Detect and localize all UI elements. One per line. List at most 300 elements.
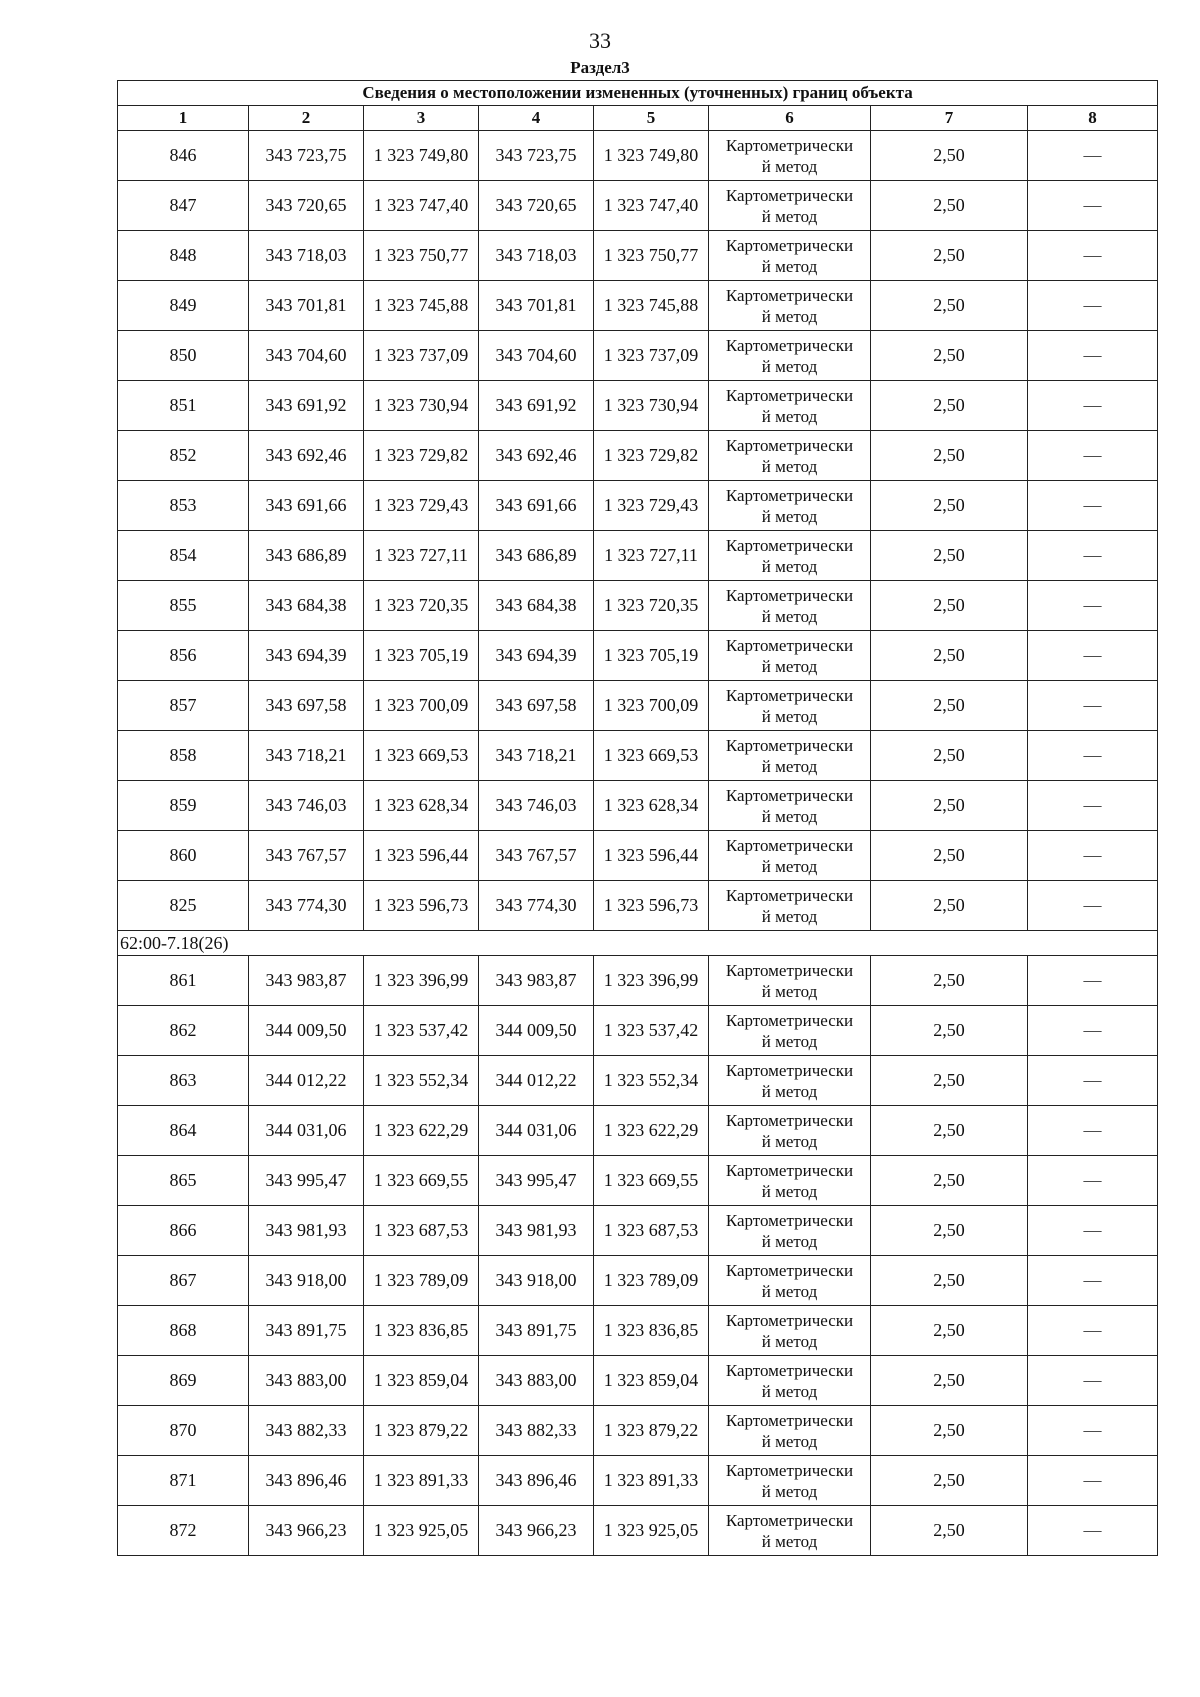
description-cell: — xyxy=(1028,731,1158,781)
x-new-cell: 343 718,03 xyxy=(479,231,594,281)
method-line: Картометрически xyxy=(725,185,854,205)
y-new-cell: 1 323 700,09 xyxy=(594,681,709,731)
x-new-cell: 343 891,75 xyxy=(479,1306,594,1356)
x-new-cell: 343 718,21 xyxy=(479,731,594,781)
point-number-cell: 855 xyxy=(118,581,249,631)
y-new-cell: 1 323 859,04 xyxy=(594,1356,709,1406)
table-row xyxy=(118,881,1158,931)
table-body xyxy=(118,131,1158,1556)
column-number-row xyxy=(118,106,1158,131)
method-cell xyxy=(709,331,871,381)
description-cell: — xyxy=(1028,131,1158,181)
method-line: Картометрически xyxy=(725,960,854,980)
point-number-cell: 858 xyxy=(118,731,249,781)
x-new-cell: 344 009,50 xyxy=(479,1006,594,1056)
table-row xyxy=(118,781,1158,831)
x-existing-cell: 343 883,00 xyxy=(249,1356,364,1406)
method-line: Картометрически xyxy=(725,235,854,255)
description-cell: — xyxy=(1028,1156,1158,1206)
method-line: й метод xyxy=(761,1281,818,1301)
column-number: 1 xyxy=(118,106,249,131)
description-cell: — xyxy=(1028,831,1158,881)
x-new-cell: 343 746,03 xyxy=(479,781,594,831)
method-line: Картометрически xyxy=(725,385,854,405)
x-existing-cell: 343 691,92 xyxy=(249,381,364,431)
x-new-cell: 343 981,93 xyxy=(479,1206,594,1256)
point-number-cell: 849 xyxy=(118,281,249,331)
x-existing-cell: 343 918,00 xyxy=(249,1256,364,1306)
accuracy-cell: 2,50 xyxy=(871,581,1028,631)
method-line: Картометрически xyxy=(725,685,854,705)
method-line: Картометрически xyxy=(725,1110,854,1130)
method-line: Картометрически xyxy=(725,585,854,605)
method-line: й метод xyxy=(761,856,818,876)
x-existing-cell: 343 891,75 xyxy=(249,1306,364,1356)
y-new-cell: 1 323 789,09 xyxy=(594,1256,709,1306)
x-new-cell: 343 882,33 xyxy=(479,1406,594,1456)
accuracy-cell: 2,50 xyxy=(871,956,1028,1006)
method-line: Картометрически xyxy=(725,285,854,305)
method-cell xyxy=(709,881,871,931)
method-line: Картометрически xyxy=(725,885,854,905)
point-number-cell: 869 xyxy=(118,1356,249,1406)
accuracy-cell: 2,50 xyxy=(871,381,1028,431)
accuracy-cell: 2,50 xyxy=(871,1156,1028,1206)
y-new-cell: 1 323 737,09 xyxy=(594,331,709,381)
y-new-cell: 1 323 836,85 xyxy=(594,1306,709,1356)
y-existing-cell: 1 323 925,05 xyxy=(364,1506,479,1556)
x-existing-cell: 343 686,89 xyxy=(249,531,364,581)
table-row xyxy=(118,281,1158,331)
y-new-cell: 1 323 879,22 xyxy=(594,1406,709,1456)
description-cell: — xyxy=(1028,781,1158,831)
method-cell xyxy=(709,731,871,781)
description-cell: — xyxy=(1028,581,1158,631)
method-line: Картометрически xyxy=(725,635,854,655)
group-label: 62:00-7.18(26) xyxy=(118,931,1158,956)
point-number-cell: 860 xyxy=(118,831,249,881)
page-number: 33 xyxy=(589,28,611,53)
y-new-cell: 1 323 720,35 xyxy=(594,581,709,631)
method-cell xyxy=(709,1406,871,1456)
x-existing-cell: 343 966,23 xyxy=(249,1506,364,1556)
y-existing-cell: 1 323 669,53 xyxy=(364,731,479,781)
method-cell xyxy=(709,631,871,681)
column-number: 7 xyxy=(871,106,1028,131)
x-existing-cell: 343 720,65 xyxy=(249,181,364,231)
y-existing-cell: 1 323 879,22 xyxy=(364,1406,479,1456)
method-line: й метод xyxy=(761,756,818,776)
accuracy-cell: 2,50 xyxy=(871,331,1028,381)
x-new-cell: 344 012,22 xyxy=(479,1056,594,1106)
x-existing-cell: 343 981,93 xyxy=(249,1206,364,1256)
description-cell: — xyxy=(1028,431,1158,481)
point-number-cell: 863 xyxy=(118,1056,249,1106)
point-number-cell: 868 xyxy=(118,1306,249,1356)
method-line: й метод xyxy=(761,406,818,426)
x-existing-cell: 343 692,46 xyxy=(249,431,364,481)
column-number: 8 xyxy=(1028,106,1158,131)
table-row xyxy=(118,1356,1158,1406)
accuracy-cell: 2,50 xyxy=(871,1006,1028,1056)
description-cell: — xyxy=(1028,1006,1158,1056)
accuracy-cell: 2,50 xyxy=(871,481,1028,531)
description-cell: — xyxy=(1028,531,1158,581)
x-existing-cell: 343 701,81 xyxy=(249,281,364,331)
method-line: й метод xyxy=(761,306,818,326)
table-row xyxy=(118,1506,1158,1556)
y-new-cell: 1 323 727,11 xyxy=(594,531,709,581)
method-line: й метод xyxy=(761,1531,818,1551)
table-row xyxy=(118,1456,1158,1506)
x-existing-cell: 344 009,50 xyxy=(249,1006,364,1056)
point-number-cell: 825 xyxy=(118,881,249,931)
method-cell xyxy=(709,231,871,281)
point-number-cell: 853 xyxy=(118,481,249,531)
method-line: Картометрически xyxy=(725,1260,854,1280)
table-row xyxy=(118,581,1158,631)
y-new-cell: 1 323 669,53 xyxy=(594,731,709,781)
x-existing-cell: 343 995,47 xyxy=(249,1156,364,1206)
point-number-cell: 851 xyxy=(118,381,249,431)
accuracy-cell: 2,50 xyxy=(871,1056,1028,1106)
method-cell xyxy=(709,1456,871,1506)
point-number-cell: 857 xyxy=(118,681,249,731)
y-existing-cell: 1 323 669,55 xyxy=(364,1156,479,1206)
x-new-cell: 343 701,81 xyxy=(479,281,594,331)
table-row xyxy=(118,1406,1158,1456)
x-new-cell: 343 767,57 xyxy=(479,831,594,881)
method-line: й метод xyxy=(761,706,818,726)
method-line: й метод xyxy=(761,1081,818,1101)
method-line: Картометрически xyxy=(725,1210,854,1230)
accuracy-cell: 2,50 xyxy=(871,231,1028,281)
method-line: й метод xyxy=(761,1331,818,1351)
method-line: Картометрически xyxy=(725,485,854,505)
y-existing-cell: 1 323 745,88 xyxy=(364,281,479,331)
x-existing-cell: 343 691,66 xyxy=(249,481,364,531)
description-cell: — xyxy=(1028,181,1158,231)
x-existing-cell: 343 896,46 xyxy=(249,1456,364,1506)
y-existing-cell: 1 323 729,82 xyxy=(364,431,479,481)
accuracy-cell: 2,50 xyxy=(871,431,1028,481)
table-caption: Сведения о местоположении измененных (уточненных) границ объекта xyxy=(118,81,1158,106)
method-cell xyxy=(709,1006,871,1056)
y-new-cell: 1 323 745,88 xyxy=(594,281,709,331)
method-line: й метод xyxy=(761,1031,818,1051)
description-cell: — xyxy=(1028,331,1158,381)
x-new-cell: 343 691,92 xyxy=(479,381,594,431)
method-line: Картометрически xyxy=(725,535,854,555)
y-existing-cell: 1 323 628,34 xyxy=(364,781,479,831)
y-existing-cell: 1 323 747,40 xyxy=(364,181,479,231)
method-cell xyxy=(709,1256,871,1306)
y-new-cell: 1 323 749,80 xyxy=(594,131,709,181)
accuracy-cell: 2,50 xyxy=(871,1356,1028,1406)
x-new-cell: 343 896,46 xyxy=(479,1456,594,1506)
table-row xyxy=(118,1156,1158,1206)
table-row xyxy=(118,1206,1158,1256)
accuracy-cell: 2,50 xyxy=(871,881,1028,931)
y-new-cell: 1 323 891,33 xyxy=(594,1456,709,1506)
y-new-cell: 1 323 705,19 xyxy=(594,631,709,681)
method-cell xyxy=(709,1156,871,1206)
x-new-cell: 343 995,47 xyxy=(479,1156,594,1206)
description-cell: — xyxy=(1028,1456,1158,1506)
description-cell: — xyxy=(1028,381,1158,431)
column-number: 4 xyxy=(479,106,594,131)
x-existing-cell: 343 684,38 xyxy=(249,581,364,631)
point-number-cell: 848 xyxy=(118,231,249,281)
y-existing-cell: 1 323 700,09 xyxy=(364,681,479,731)
accuracy-cell: 2,50 xyxy=(871,1506,1028,1556)
boundary-table xyxy=(117,80,1158,1556)
table-row xyxy=(118,1306,1158,1356)
y-new-cell: 1 323 729,43 xyxy=(594,481,709,531)
y-existing-cell: 1 323 596,44 xyxy=(364,831,479,881)
table-row xyxy=(118,831,1158,881)
x-new-cell: 343 694,39 xyxy=(479,631,594,681)
x-new-cell: 343 720,65 xyxy=(479,181,594,231)
method-line: Картометрически xyxy=(725,785,854,805)
method-line: Картометрически xyxy=(725,1160,854,1180)
method-cell xyxy=(709,181,871,231)
method-cell xyxy=(709,281,871,331)
group-row xyxy=(118,931,1158,956)
y-existing-cell: 1 323 720,35 xyxy=(364,581,479,631)
accuracy-cell: 2,50 xyxy=(871,1206,1028,1256)
method-line: й метод xyxy=(761,1181,818,1201)
y-existing-cell: 1 323 552,34 xyxy=(364,1056,479,1106)
method-line: Картометрически xyxy=(725,835,854,855)
method-line: й метод xyxy=(761,906,818,926)
description-cell: — xyxy=(1028,1306,1158,1356)
point-number-cell: 862 xyxy=(118,1006,249,1056)
description-cell: — xyxy=(1028,281,1158,331)
y-existing-cell: 1 323 859,04 xyxy=(364,1356,479,1406)
description-cell: — xyxy=(1028,1356,1158,1406)
y-new-cell: 1 323 750,77 xyxy=(594,231,709,281)
column-number: 2 xyxy=(249,106,364,131)
table-row xyxy=(118,481,1158,531)
accuracy-cell: 2,50 xyxy=(871,831,1028,881)
description-cell: — xyxy=(1028,881,1158,931)
method-line: й метод xyxy=(761,356,818,376)
method-cell xyxy=(709,681,871,731)
accuracy-cell: 2,50 xyxy=(871,731,1028,781)
accuracy-cell: 2,50 xyxy=(871,631,1028,681)
table-row xyxy=(118,231,1158,281)
accuracy-cell: 2,50 xyxy=(871,281,1028,331)
y-existing-cell: 1 323 729,43 xyxy=(364,481,479,531)
x-new-cell: 343 966,23 xyxy=(479,1506,594,1556)
description-cell: — xyxy=(1028,1106,1158,1156)
method-line: й метод xyxy=(761,206,818,226)
description-cell: — xyxy=(1028,1406,1158,1456)
method-cell xyxy=(709,956,871,1006)
accuracy-cell: 2,50 xyxy=(871,1456,1028,1506)
method-line: й метод xyxy=(761,1131,818,1151)
section-title: Раздел3 xyxy=(570,58,630,77)
method-line: й метод xyxy=(761,156,818,176)
method-line: й метод xyxy=(761,1231,818,1251)
point-number-cell: 856 xyxy=(118,631,249,681)
point-number-cell: 872 xyxy=(118,1506,249,1556)
y-existing-cell: 1 323 537,42 xyxy=(364,1006,479,1056)
accuracy-cell: 2,50 xyxy=(871,1256,1028,1306)
method-cell xyxy=(709,381,871,431)
point-number-cell: 866 xyxy=(118,1206,249,1256)
point-number-cell: 865 xyxy=(118,1156,249,1206)
y-new-cell: 1 323 628,34 xyxy=(594,781,709,831)
y-new-cell: 1 323 596,44 xyxy=(594,831,709,881)
method-line: Картометрически xyxy=(725,1410,854,1430)
y-existing-cell: 1 323 622,29 xyxy=(364,1106,479,1156)
point-number-cell: 864 xyxy=(118,1106,249,1156)
x-existing-cell: 343 983,87 xyxy=(249,956,364,1006)
description-cell: — xyxy=(1028,681,1158,731)
x-existing-cell: 343 704,60 xyxy=(249,331,364,381)
method-cell xyxy=(709,131,871,181)
y-new-cell: 1 323 596,73 xyxy=(594,881,709,931)
column-number: 3 xyxy=(364,106,479,131)
point-number-cell: 852 xyxy=(118,431,249,481)
method-line: Картометрически xyxy=(725,1060,854,1080)
y-new-cell: 1 323 729,82 xyxy=(594,431,709,481)
column-number: 5 xyxy=(594,106,709,131)
x-new-cell: 343 686,89 xyxy=(479,531,594,581)
table-row xyxy=(118,531,1158,581)
y-existing-cell: 1 323 727,11 xyxy=(364,531,479,581)
method-line: й метод xyxy=(761,981,818,1001)
method-line: й метод xyxy=(761,256,818,276)
description-cell: — xyxy=(1028,631,1158,681)
method-cell xyxy=(709,1306,871,1356)
table-head xyxy=(118,81,1158,131)
description-cell: — xyxy=(1028,231,1158,281)
point-number-cell: 859 xyxy=(118,781,249,831)
accuracy-cell: 2,50 xyxy=(871,781,1028,831)
x-existing-cell: 343 718,21 xyxy=(249,731,364,781)
x-existing-cell: 343 746,03 xyxy=(249,781,364,831)
x-existing-cell: 343 774,30 xyxy=(249,881,364,931)
y-new-cell: 1 323 687,53 xyxy=(594,1206,709,1256)
method-line: Картометрически xyxy=(725,1460,854,1480)
x-new-cell: 343 918,00 xyxy=(479,1256,594,1306)
point-number-cell: 850 xyxy=(118,331,249,381)
table-row xyxy=(118,956,1158,1006)
accuracy-cell: 2,50 xyxy=(871,531,1028,581)
accuracy-cell: 2,50 xyxy=(871,1106,1028,1156)
method-line: Картометрически xyxy=(725,435,854,455)
x-existing-cell: 343 882,33 xyxy=(249,1406,364,1456)
table-row xyxy=(118,1006,1158,1056)
y-new-cell: 1 323 622,29 xyxy=(594,1106,709,1156)
x-existing-cell: 343 767,57 xyxy=(249,831,364,881)
table-row xyxy=(118,131,1158,181)
x-new-cell: 344 031,06 xyxy=(479,1106,594,1156)
y-existing-cell: 1 323 749,80 xyxy=(364,131,479,181)
method-cell xyxy=(709,1506,871,1556)
y-existing-cell: 1 323 836,85 xyxy=(364,1306,479,1356)
table-row xyxy=(118,731,1158,781)
y-existing-cell: 1 323 730,94 xyxy=(364,381,479,431)
y-new-cell: 1 323 537,42 xyxy=(594,1006,709,1056)
y-existing-cell: 1 323 789,09 xyxy=(364,1256,479,1306)
method-line: Картометрически xyxy=(725,735,854,755)
table-row xyxy=(118,1256,1158,1306)
x-new-cell: 343 684,38 xyxy=(479,581,594,631)
table-row xyxy=(118,1056,1158,1106)
description-cell: — xyxy=(1028,956,1158,1006)
accuracy-cell: 2,50 xyxy=(871,181,1028,231)
method-line: Картометрически xyxy=(725,1010,854,1030)
y-existing-cell: 1 323 891,33 xyxy=(364,1456,479,1506)
y-existing-cell: 1 323 705,19 xyxy=(364,631,479,681)
y-existing-cell: 1 323 737,09 xyxy=(364,331,479,381)
x-new-cell: 343 697,58 xyxy=(479,681,594,731)
method-line: й метод xyxy=(761,1381,818,1401)
point-number-cell: 846 xyxy=(118,131,249,181)
table-row xyxy=(118,631,1158,681)
method-line: й метод xyxy=(761,606,818,626)
y-existing-cell: 1 323 596,73 xyxy=(364,881,479,931)
x-new-cell: 343 774,30 xyxy=(479,881,594,931)
table-row xyxy=(118,1106,1158,1156)
method-line: Картометрически xyxy=(725,1310,854,1330)
accuracy-cell: 2,50 xyxy=(871,1406,1028,1456)
point-number-cell: 854 xyxy=(118,531,249,581)
method-cell xyxy=(709,531,871,581)
point-number-cell: 847 xyxy=(118,181,249,231)
x-existing-cell: 344 012,22 xyxy=(249,1056,364,1106)
description-cell: — xyxy=(1028,1256,1158,1306)
method-cell xyxy=(709,781,871,831)
x-new-cell: 343 723,75 xyxy=(479,131,594,181)
accuracy-cell: 2,50 xyxy=(871,1306,1028,1356)
y-new-cell: 1 323 396,99 xyxy=(594,956,709,1006)
x-new-cell: 343 983,87 xyxy=(479,956,594,1006)
method-cell xyxy=(709,1356,871,1406)
y-new-cell: 1 323 669,55 xyxy=(594,1156,709,1206)
method-cell xyxy=(709,581,871,631)
table-row xyxy=(118,681,1158,731)
method-cell xyxy=(709,831,871,881)
method-cell xyxy=(709,1206,871,1256)
x-existing-cell: 343 694,39 xyxy=(249,631,364,681)
x-existing-cell: 343 718,03 xyxy=(249,231,364,281)
y-existing-cell: 1 323 396,99 xyxy=(364,956,479,1006)
y-new-cell: 1 323 747,40 xyxy=(594,181,709,231)
method-line: й метод xyxy=(761,556,818,576)
method-line: й метод xyxy=(761,806,818,826)
method-line: Картометрически xyxy=(725,1510,854,1530)
description-cell: — xyxy=(1028,1206,1158,1256)
x-new-cell: 343 691,66 xyxy=(479,481,594,531)
x-existing-cell: 343 723,75 xyxy=(249,131,364,181)
point-number-cell: 871 xyxy=(118,1456,249,1506)
accuracy-cell: 2,50 xyxy=(871,681,1028,731)
method-line: й метод xyxy=(761,1431,818,1451)
y-new-cell: 1 323 552,34 xyxy=(594,1056,709,1106)
method-cell xyxy=(709,431,871,481)
y-existing-cell: 1 323 750,77 xyxy=(364,231,479,281)
x-new-cell: 343 704,60 xyxy=(479,331,594,381)
point-number-cell: 861 xyxy=(118,956,249,1006)
description-cell: — xyxy=(1028,481,1158,531)
x-existing-cell: 343 697,58 xyxy=(249,681,364,731)
method-line: й метод xyxy=(761,656,818,676)
